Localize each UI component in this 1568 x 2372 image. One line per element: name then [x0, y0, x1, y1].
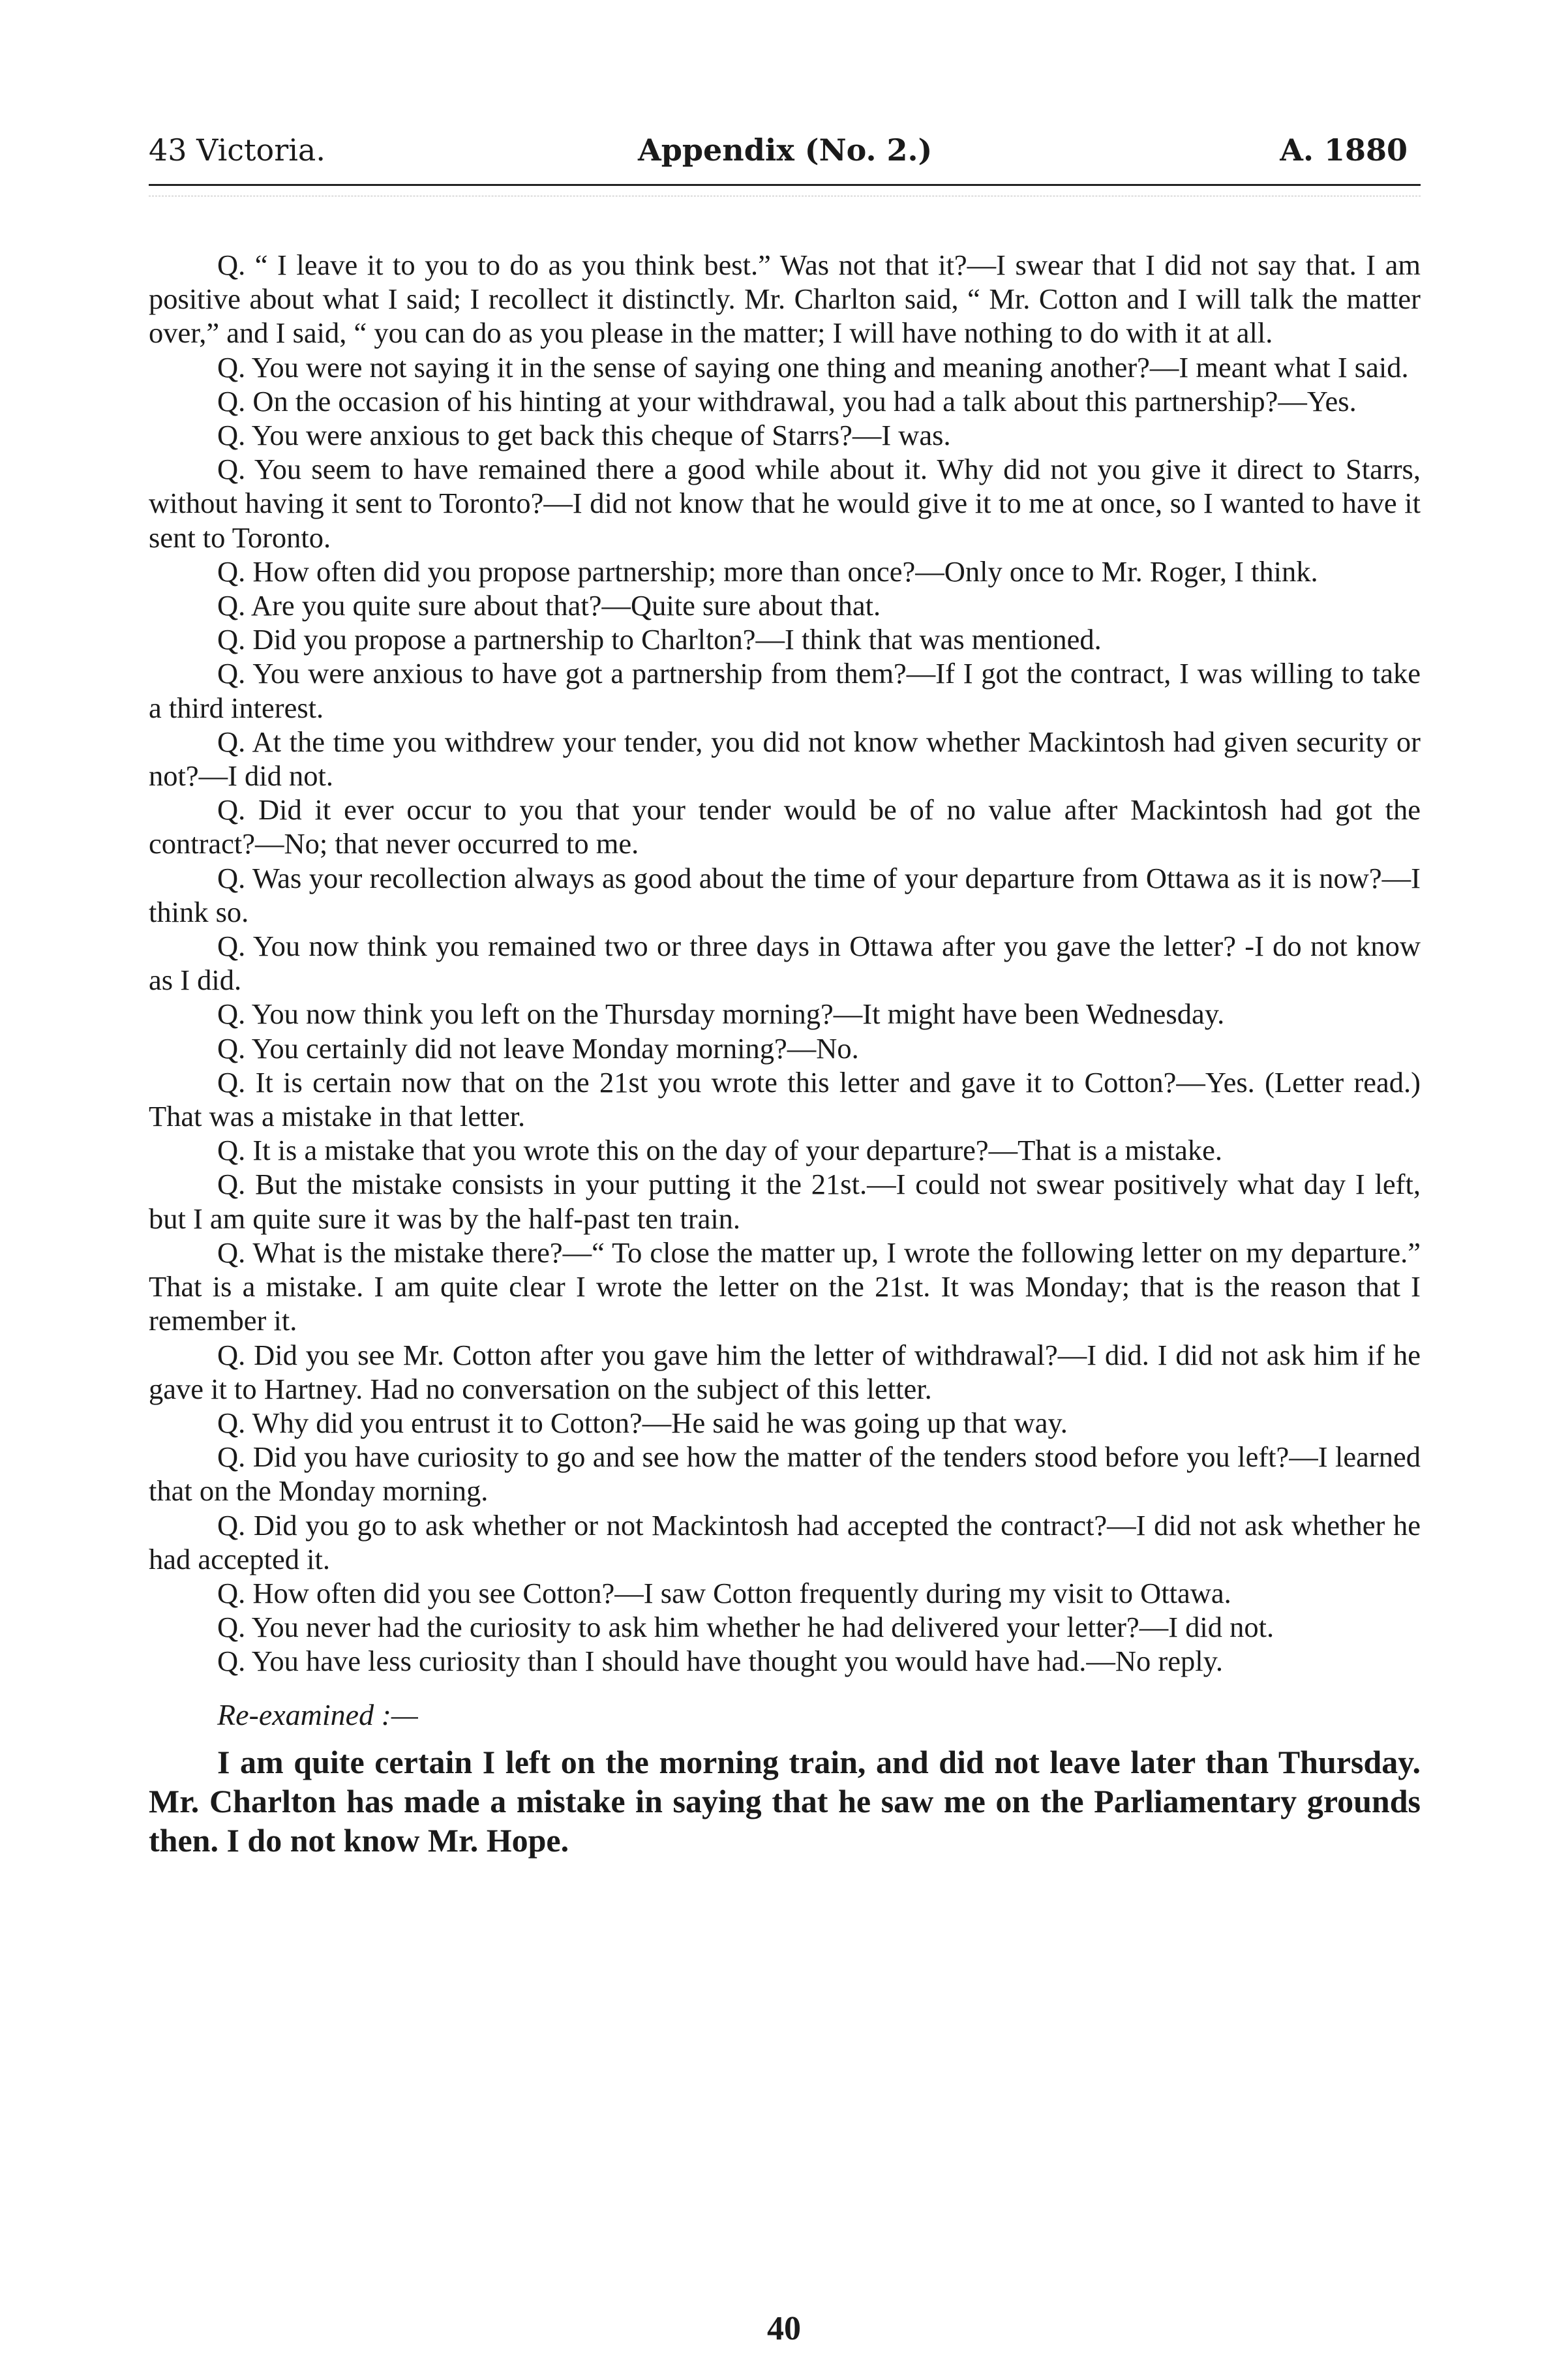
qa-paragraph: Q. Did it ever occur to you that your tender would be of no value after Mackintosh had got the contract?—No; that never occurred to me. — [149, 793, 1421, 860]
header-session: 43 Victoria. — [149, 132, 325, 168]
page-number: 40 — [767, 2310, 801, 2347]
qa-paragraph: Q. Are you quite sure about that?—Quite sure about that. — [217, 589, 881, 622]
qa-paragraph: Q. You now think you left on the Thursday morning?—It might have been Wednesday. — [217, 997, 1225, 1031]
qa-paragraph: Q. But the mistake consists in your putting it the 21st.—I could not swear positively what day I left, but I am quite sure it was by the half-past ten train. — [149, 1168, 1421, 1235]
qa-paragraph: Q. You were not saying it in the sense of saying one thing and meaning another?—I meant what I said. — [217, 350, 1409, 384]
qa-paragraph: Q. Did you propose a partnership to Charlton?—I think that was mentioned. — [217, 623, 1102, 656]
qa-paragraph: Q. You seem to have remained there a good while about it. Why did not you give it direct to Starrs, without having it sent to Toronto?—I did not know that he would give it to me at once, so I wanted to have it sent to Toronto. — [149, 453, 1421, 554]
qa-paragraph: Q. How often did you see Cotton?—I saw Cotton frequently during my visit to Ottawa. — [217, 1576, 1231, 1609]
header-appendix: Appendix (No. 2.) — [638, 132, 933, 168]
qa-paragraph: Q. You never had the curiosity to ask him whether he had delivered your letter?—I did not. — [217, 1611, 1274, 1644]
qa-paragraph: Q. It is a mistake that you wrote this on the day of your departure?—That is a mistake. — [217, 1134, 1223, 1167]
qa-paragraph: Q. You certainly did not leave Monday morning?—No. — [217, 1031, 859, 1065]
qa-paragraph: Q. You were anxious to get back this cheque of Starrs?—I was. — [217, 419, 951, 452]
qa-paragraph: Q. Did you see Mr. Cotton after you gave him the letter of withdrawal?—I did. I did not ask him if he gave it to Hartney. Had no conversation on the subject of this letter. — [149, 1338, 1421, 1405]
testimony-body — [149, 248, 1421, 1860]
header-year: A. 1880 — [1280, 132, 1408, 168]
qa-paragraph: Q. You were anxious to have got a partnership from them?—If I got the contract, I was willing to take a third interest. — [149, 657, 1421, 724]
qa-paragraph: Q. Was your recollection always as good about the time of your departure from Ottawa as it is now?—I think so. — [149, 861, 1421, 928]
re-examined-statement: I am quite certain I left on the morning train, and did not leave later than Thursday. Mr. Charlton has made a mistake in saying that he saw me on the Parliamentary grounds then. I do not know Mr. Hope. — [149, 1743, 1421, 1859]
qa-paragraph: Q. What is the mistake there?—“ To close the matter up, I wrote the following letter on my departure.” That is a mistake. I am quite clear I wrote the letter on the 21st. It was Monday; that is the reason that I remember it. — [149, 1236, 1421, 1337]
header-rule — [149, 184, 1421, 186]
qa-paragraph: Q. At the time you withdrew your tender, you did not know whether Mackintosh had given security or not?—I did not. — [149, 725, 1421, 793]
qa-paragraph: Q. How often did you propose partnership; more than once?—Only once to Mr. Roger, I think. — [217, 555, 1318, 588]
running-header — [149, 124, 1421, 176]
qa-paragraph: Q. You now think you remained two or three days in Ottawa after you gave the letter? -I do not know as I did. — [149, 930, 1421, 997]
qa-paragraph: Q. Why did you entrust it to Cotton?—He said he was going up that way. — [217, 1406, 1068, 1439]
qa-paragraph: Q. Did you go to ask whether or not Mackintosh had accepted the contract?—I did not ask whether he had accepted it. — [149, 1508, 1421, 1575]
re-examined-heading: Re-examined :— — [217, 1697, 418, 1731]
qa-paragraph: Q. “ I leave it to you to do as you think best.” Was not that it?—I swear that I did not say that. I am positive about what I said; I recollect it distinctly. Mr. Charlton said, “ Mr. Cotton and I will talk the matter over,” and I said, “ you can do as you please in the matter; I will have nothing to do with it at all. — [149, 249, 1421, 350]
qa-paragraph: Q. It is certain now that on the 21st you wrote this letter and gave it to Cotton?—Yes. (Letter read.) That was a mistake in that letter. — [149, 1065, 1421, 1133]
qa-paragraph: Q. On the occasion of his hinting at your withdrawal, you had a talk about this partnership?—Yes. — [217, 384, 1357, 418]
qa-paragraph: Q. Did you have curiosity to go and see how the matter of the tenders stood before you left?—I learned that on the Monday morning. — [149, 1440, 1421, 1508]
qa-paragraph: Q. You have less curiosity than I should have thought you would have had.—No reply. — [217, 1645, 1224, 1678]
